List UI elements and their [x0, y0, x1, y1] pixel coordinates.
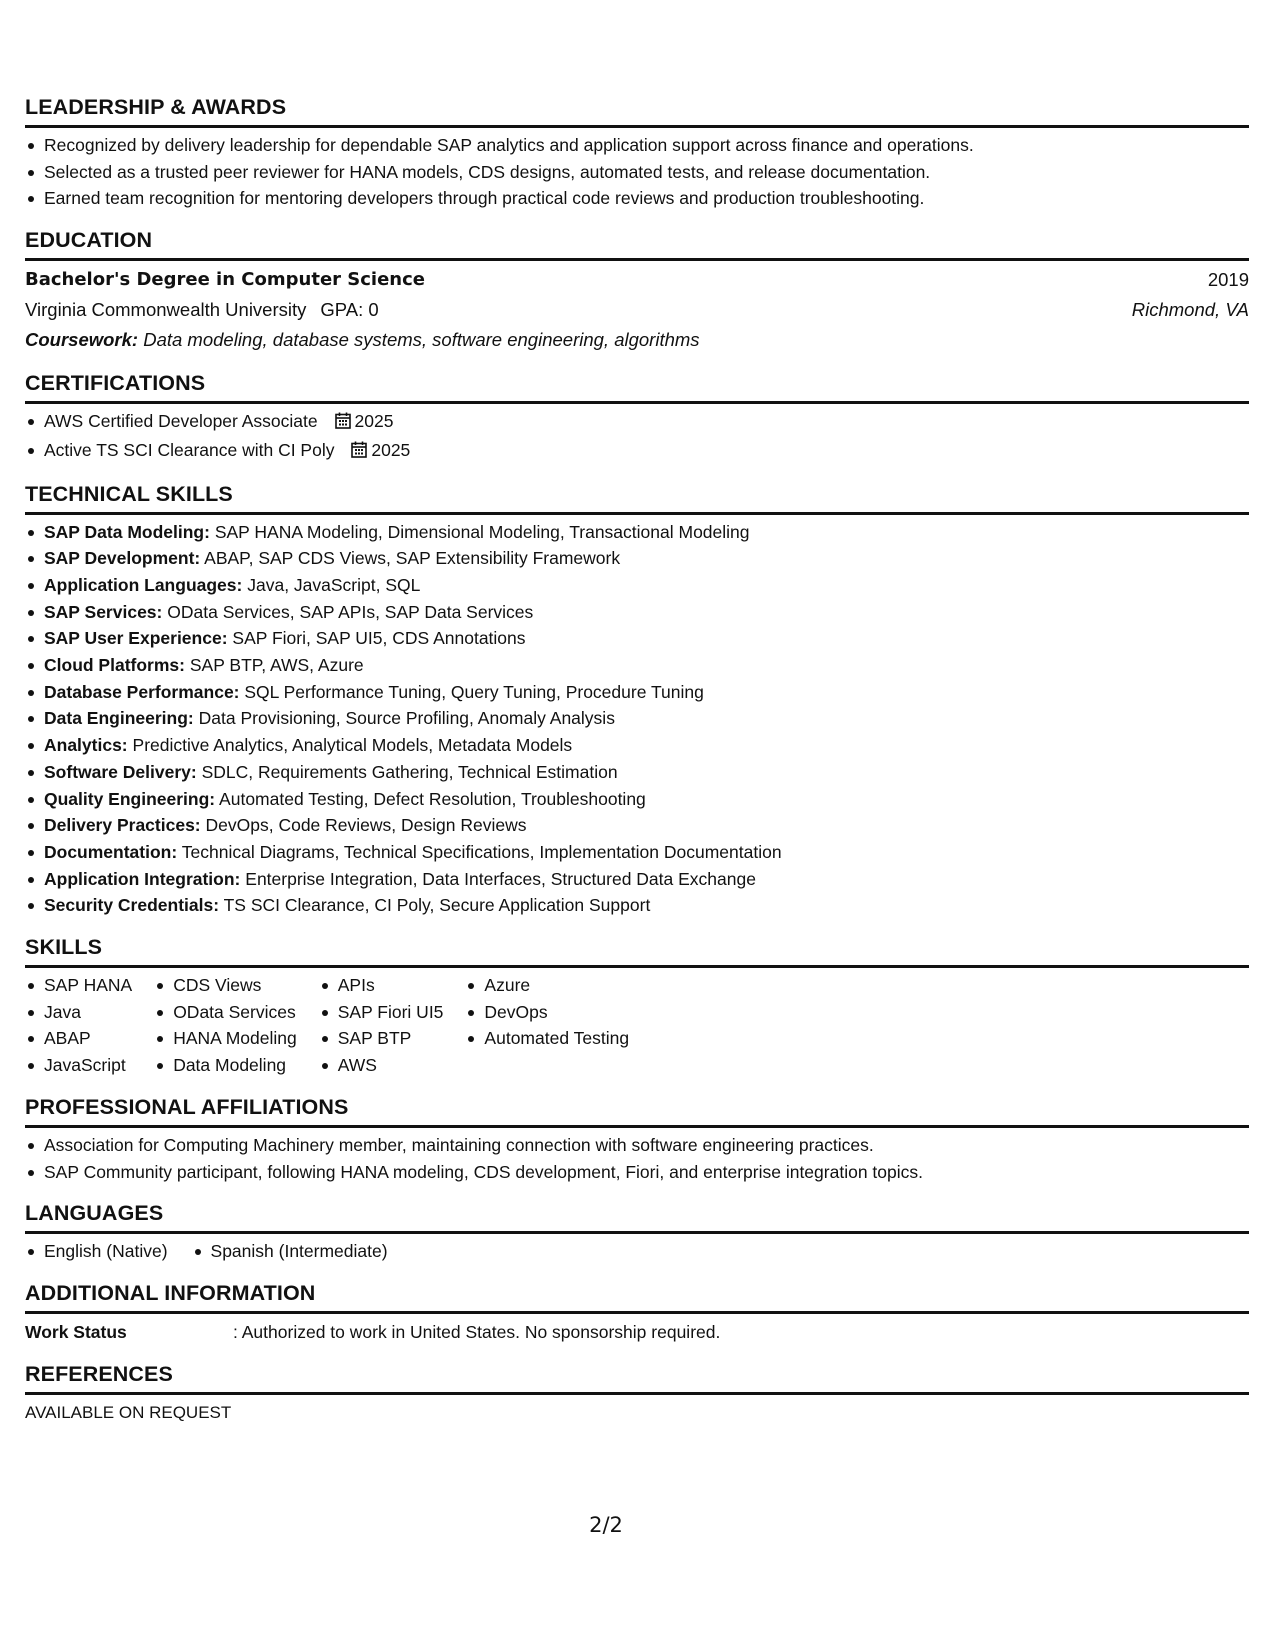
technical-skill-item: [25, 599, 1249, 626]
technical-skill-item: [25, 679, 1249, 706]
skill-item: ABAP: [25, 1025, 132, 1052]
skill-category-value: SAP HANA Modeling, Dimensional Modeling, Transactional Modeling: [214, 521, 750, 542]
list-item: Recognized by delivery leadership for dependable SAP analytics and application support across finance and operations.: [25, 132, 1249, 159]
skill-category-value: Predictive Analytics, Analytical Models, Metadata Models: [132, 735, 573, 756]
additional-info-section: [25, 1279, 1249, 1346]
certifications-list: [25, 408, 1249, 465]
calendar-icon: [351, 439, 367, 466]
technical-skill-item: [25, 866, 1249, 893]
cert-year: 2025: [371, 439, 411, 460]
skill-category-value: SAP BTP, AWS, Azure: [189, 655, 364, 676]
skill-item: Java: [25, 999, 132, 1026]
skills-column: [154, 972, 297, 1079]
language-item: Spanish (Intermediate): [192, 1238, 388, 1265]
skill-category-label: Analytics:: [44, 735, 128, 756]
skills-grid: [25, 972, 1249, 1079]
graduation-year: 2019: [1207, 269, 1249, 291]
section-title-affiliations: PROFESSIONAL AFFILIATIONS: [25, 1093, 1249, 1128]
list-item: Earned team recognition for mentoring developers through practical code reviews and production troubleshooting.: [25, 185, 1249, 212]
references-text: AVAILABLE ON REQUEST: [25, 1402, 232, 1422]
list-item: SAP Community participant, following HANA modeling, CDS development, Fiori, and enterprise integration topics.: [25, 1159, 1249, 1186]
skill-item: AWS: [319, 1052, 444, 1079]
technical-skill-item: [25, 572, 1249, 599]
leadership-list: [25, 132, 1249, 212]
skill-item: Data Modeling: [154, 1052, 297, 1079]
section-title-references: REFERENCES: [25, 1360, 1249, 1395]
skill-category-label: SAP User Experience:: [44, 628, 228, 649]
school-name: Virginia Commonwealth University: [25, 299, 307, 321]
skill-category-value: Enterprise Integration, Data Interfaces, Structured Data Exchange: [245, 868, 756, 889]
skill-category-value: DevOps, Code Reviews, Design Reviews: [205, 815, 527, 836]
technical-skill-item: [25, 759, 1249, 786]
technical-skills-list: [25, 519, 1249, 920]
education-degree-row: [25, 265, 1249, 295]
skill-category-label: Delivery Practices:: [44, 815, 201, 836]
skill-item: SAP BTP: [319, 1025, 444, 1052]
technical-skill-item: [25, 786, 1249, 813]
degree: Bachelor's Degree in Computer Science: [25, 269, 425, 291]
skill-category-value: SAP Fiori, SAP UI5, CDS Annotations: [232, 628, 526, 649]
skill-category-label: Data Engineering:: [44, 708, 194, 729]
skill-item: APIs: [319, 972, 444, 999]
page-number: 2/2: [589, 1513, 623, 1537]
technical-skill-item: [25, 652, 1249, 679]
technical-skill-item: [25, 812, 1249, 839]
affiliations-section: [25, 1093, 1249, 1185]
resume-page: [25, 93, 1249, 1441]
skill-category-label: Documentation:: [44, 841, 178, 862]
skill-category-value: OData Services, SAP APIs, SAP Data Services: [167, 601, 534, 622]
list-item: [25, 408, 1249, 437]
skill-item: SAP Fiori UI5: [319, 999, 444, 1026]
skill-category-label: SAP Data Modeling:: [44, 521, 210, 542]
work-status-row: [25, 1318, 1249, 1346]
skill-category-value: Automated Testing, Defect Resolution, Troubleshooting: [219, 788, 646, 809]
section-title-additional-info: ADDITIONAL INFORMATION: [25, 1279, 1249, 1314]
cert-name: Active TS SCI Clearance with CI Poly: [44, 439, 335, 460]
skill-item: HANA Modeling: [154, 1025, 297, 1052]
skill-category-value: Technical Diagrams, Technical Specifications, Implementation Documentation: [181, 841, 782, 862]
skill-category-label: Security Credentials:: [44, 895, 220, 916]
skill-category-label: SAP Development:: [44, 548, 201, 569]
cert-name: AWS Certified Developer Associate: [44, 411, 318, 432]
technical-skill-item: [25, 705, 1249, 732]
skill-category-value: TS SCI Clearance, CI Poly, Secure Application Support: [223, 895, 651, 916]
skills-column: [319, 972, 444, 1079]
section-title-languages: LANGUAGES: [25, 1199, 1249, 1234]
skill-category-label: Software Delivery:: [44, 761, 197, 782]
technical-skill-item: [25, 545, 1249, 572]
skill-item: CDS Views: [154, 972, 297, 999]
references-section: [25, 1360, 1249, 1427]
skills-column: [25, 972, 132, 1079]
coursework: Data modeling, database systems, software engineering, algorithms: [143, 329, 700, 351]
affiliations-list: [25, 1132, 1249, 1185]
skill-category-value: Data Provisioning, Source Profiling, Anomaly Analysis: [198, 708, 615, 729]
calendar-icon: [335, 410, 351, 437]
skill-category-value: SDLC, Requirements Gathering, Technical Estimation: [201, 761, 618, 782]
certifications-section: [25, 369, 1249, 465]
cert-year: 2025: [354, 411, 394, 432]
section-title-certifications: CERTIFICATIONS: [25, 369, 1249, 404]
education-section: [25, 226, 1249, 355]
skill-category-label: Database Performance:: [44, 681, 240, 702]
list-item: Selected as a trusted peer reviewer for HANA models, CDS designs, automated tests, and release documentation.: [25, 159, 1249, 186]
skill-category-label: Application Languages:: [44, 574, 243, 595]
technical-skill-item: [25, 519, 1249, 546]
work-status-value: : Authorized to work in United States. No sponsorship required.: [233, 1321, 721, 1342]
language-item: English (Native): [25, 1238, 168, 1265]
languages-section: [25, 1199, 1249, 1265]
skill-category-label: Application Integration:: [44, 868, 241, 889]
skill-category-value: SQL Performance Tuning, Query Tuning, Procedure Tuning: [244, 681, 704, 702]
technical-skill-item: [25, 892, 1249, 919]
list-item: [25, 437, 1249, 466]
coursework-label: Coursework:: [25, 329, 139, 351]
skills-section: [25, 933, 1249, 1079]
list-item: Association for Computing Machinery member, maintaining connection with software engineering practices.: [25, 1132, 1249, 1159]
technical-skill-item: [25, 732, 1249, 759]
leadership-section: [25, 93, 1249, 212]
work-status-label: Work Status: [25, 1321, 127, 1342]
languages-list: [25, 1238, 1249, 1265]
skill-category-label: Cloud Platforms:: [44, 655, 185, 676]
skill-item: SAP HANA: [25, 972, 132, 999]
school-location: Richmond, VA: [1131, 299, 1249, 321]
skill-category-value: Java, JavaScript, SQL: [247, 574, 421, 595]
technical-skills-section: [25, 480, 1249, 920]
skill-item: DevOps: [465, 999, 629, 1026]
technical-skill-item: [25, 625, 1249, 652]
section-title-education: EDUCATION: [25, 226, 1249, 261]
skill-item: OData Services: [154, 999, 297, 1026]
section-title-technical-skills: TECHNICAL SKILLS: [25, 480, 1249, 515]
section-title-leadership: LEADERSHIP & AWARDS: [25, 93, 1249, 128]
section-title-skills: SKILLS: [25, 933, 1249, 968]
skill-item: Automated Testing: [465, 1025, 629, 1052]
skill-item: JavaScript: [25, 1052, 132, 1079]
skill-category-label: Quality Engineering:: [44, 788, 216, 809]
education-school-row: [25, 295, 1249, 325]
education-coursework-row: [25, 325, 1249, 355]
skill-category-label: SAP Services:: [44, 601, 163, 622]
skill-category-value: ABAP, SAP CDS Views, SAP Extensibility Framework: [204, 548, 621, 569]
skill-item: Azure: [465, 972, 629, 999]
gpa: GPA: 0: [320, 299, 379, 321]
skills-column: [465, 972, 629, 1079]
technical-skill-item: [25, 839, 1249, 866]
